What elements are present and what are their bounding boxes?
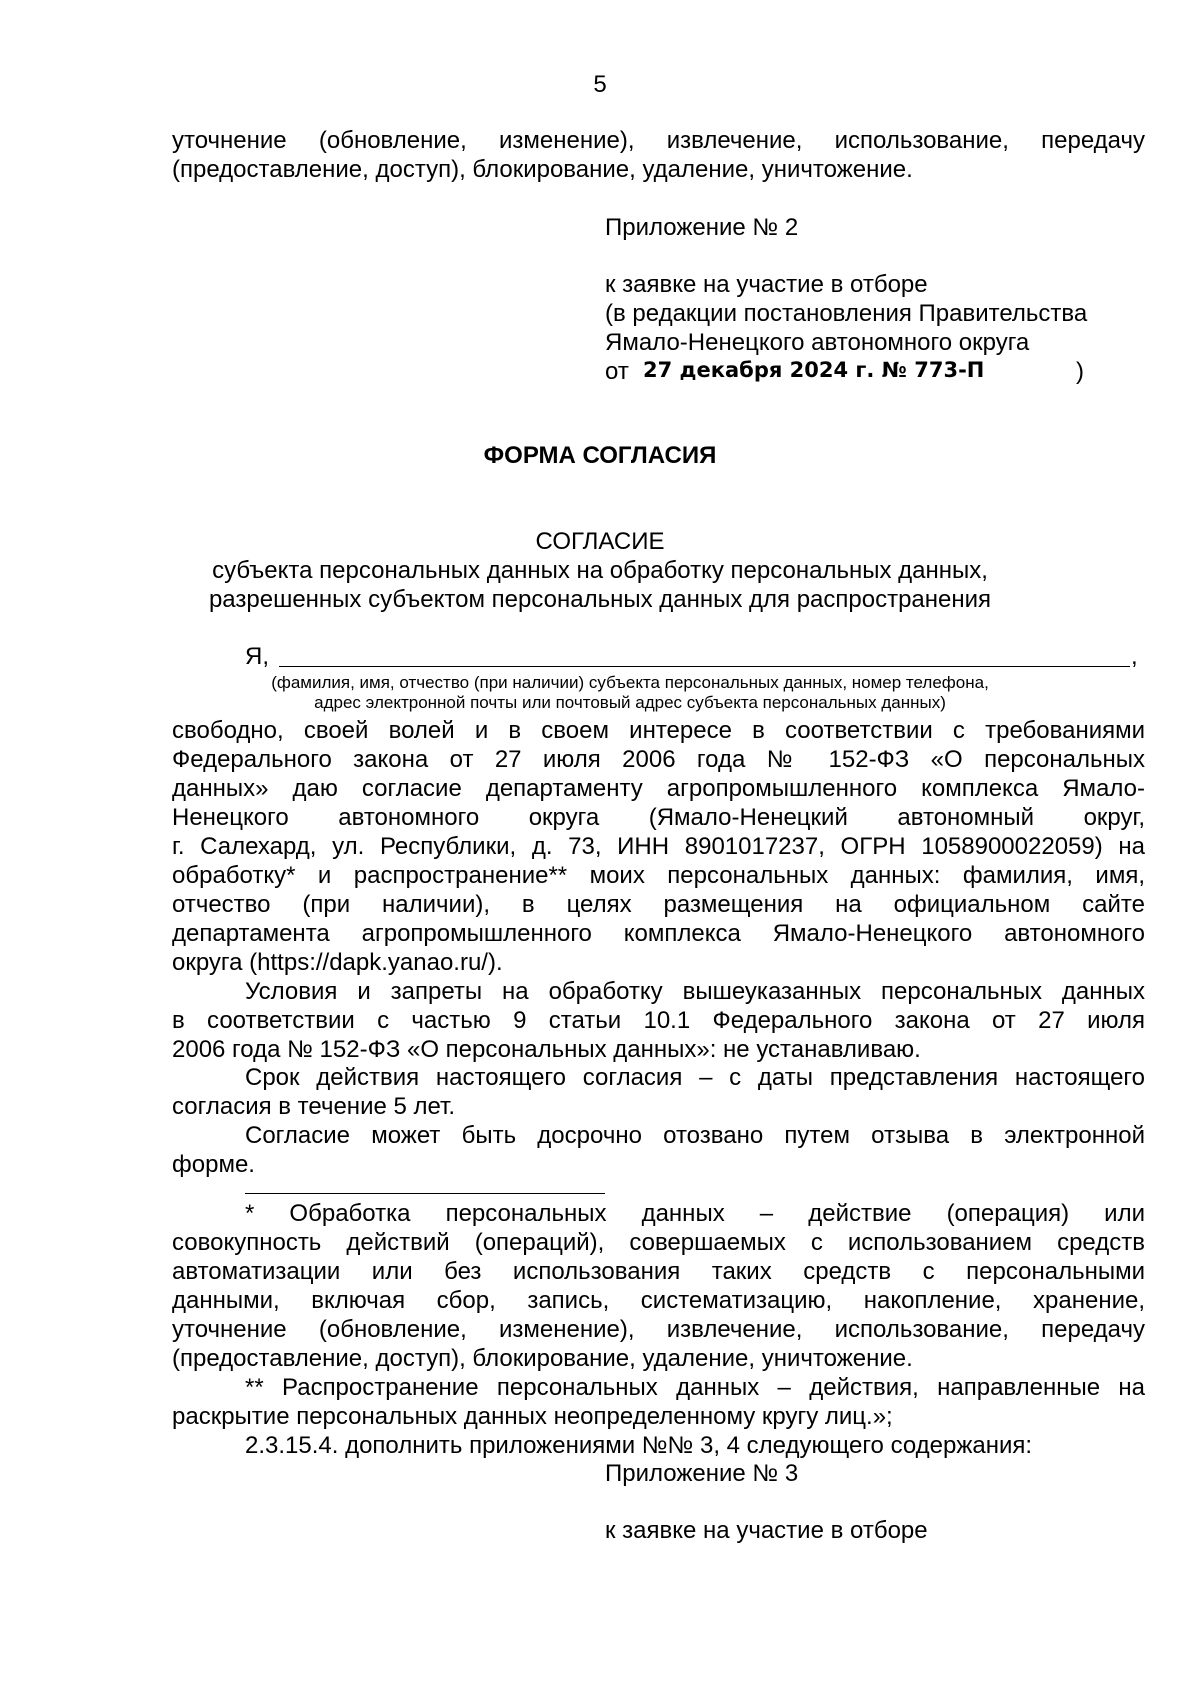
footnote-1-line-6: (предоставление, доступ), блокирование, удаление, уничтожение. bbox=[172, 1345, 913, 1372]
appendix-3-title: Приложение № 3 bbox=[605, 1460, 799, 1487]
ya-comma: , bbox=[1131, 643, 1138, 670]
consent-body-line-7: отчество (при наличии), в целях размещения на официальном сайте bbox=[172, 891, 1145, 918]
form-title: ФОРМА СОГЛАСИЯ bbox=[483, 442, 717, 469]
consent-body-line-3: данных» даю согласие департаменту агропромышленного комплекса Ямало- bbox=[172, 775, 1145, 802]
amendment-text: 2.3.15.4. дополнить приложениями №№ 3, 4 следующего содержания: bbox=[245, 1432, 1033, 1459]
conditions-line-2: в соответствии с частью 9 статьи 10.1 Федерального закона от 27 июля bbox=[172, 1007, 1145, 1034]
page-number: 5 bbox=[593, 71, 607, 98]
footnote-1-line-1: * Обработка персональных данных – действие (операция) или bbox=[245, 1200, 1145, 1227]
footnote-1-line-2: совокупность действий (операций), совершаемых с использованием средств bbox=[172, 1229, 1145, 1256]
ya-label: Я, bbox=[245, 643, 269, 670]
appendix-2-line-1: к заявке на участие в отборе bbox=[605, 271, 928, 298]
appendix-2-from-prefix: от bbox=[605, 358, 629, 385]
appendix-2-line-3: Ямало-Ненецкого автономного округа bbox=[605, 329, 1030, 356]
name-fill-line bbox=[279, 666, 1130, 667]
consent-heading: СОГЛАСИЕ bbox=[535, 528, 665, 555]
consent-subtitle-1: субъекта персональных данных на обработку персональных данных, bbox=[212, 557, 988, 584]
revoke-line-2: форме. bbox=[172, 1151, 255, 1178]
appendix-2-date-stamp: 27 декабря 2024 г. № 773-П bbox=[643, 358, 985, 382]
appendix-3-line-1: к заявке на участие в отборе bbox=[605, 1517, 928, 1544]
consent-subtitle-2: разрешенных субъектом персональных данных для распространения bbox=[208, 586, 992, 613]
name-hint-line-2: адрес электронной почты или почтовый адрес субъекта персональных данных) bbox=[314, 693, 946, 712]
footnote-1-line-4: данными, включая сбор, запись, систематизацию, накопление, хранение, bbox=[172, 1287, 1145, 1314]
consent-body-line-9: округа (https://dapk.yanao.ru/). bbox=[172, 949, 503, 976]
footnote-separator bbox=[245, 1193, 605, 1194]
footnote-2-line-1: ** Распространение персональных данных – действия, направленные на bbox=[245, 1374, 1145, 1401]
term-line-2: согласия в течение 5 лет. bbox=[172, 1093, 456, 1120]
consent-body-line-8: департамента агропромышленного комплекса Ямало-Ненецкого автономного bbox=[172, 920, 1145, 947]
footnote-2-line-2: раскрытие персональных данных неопределенному кругу лиц.»; bbox=[172, 1403, 893, 1430]
consent-body-line-5: г. Салехард, ул. Республики, д. 73, ИНН 8901017237, ОГРН 1058900022059) на bbox=[172, 833, 1145, 860]
conditions-line-1: Условия и запреты на обработку вышеуказанных персональных данных bbox=[245, 978, 1145, 1005]
term-line-1: Срок действия настоящего согласия – с даты представления настоящего bbox=[245, 1064, 1145, 1091]
appendix-2-title: Приложение № 2 bbox=[605, 214, 799, 241]
consent-body-line-1: свободно, своей волей и в своем интересе в соответствии с требованиями bbox=[172, 717, 1145, 744]
consent-body-line-6: обработку* и распространение** моих персональных данных: фамилия, имя, bbox=[172, 862, 1145, 889]
footnote-1-line-5: уточнение (обновление, изменение), извлечение, использование, передачу bbox=[172, 1316, 1145, 1343]
top-text-line-2: (предоставление, доступ), блокирование, удаление, уничтожение. bbox=[172, 156, 913, 183]
appendix-2-close-paren: ) bbox=[1076, 358, 1084, 385]
footnote-1-line-3: автоматизации или без использования таких средств с персональными bbox=[172, 1258, 1145, 1285]
name-hint-line-1: (фамилия, имя, отчество (при наличии) субъекта персональных данных, номер телефона, bbox=[271, 673, 989, 692]
revoke-line-1: Согласие может быть досрочно отозвано путем отзыва в электронной bbox=[245, 1122, 1145, 1149]
consent-body-line-4: Ненецкого автономного округа (Ямало-Ненецкий автономный округ, bbox=[172, 804, 1145, 831]
appendix-2-line-2: (в редакции постановления Правительства bbox=[605, 300, 1088, 327]
consent-body-line-2: Федерального закона от 27 июля 2006 года № 152-ФЗ «О персональных bbox=[172, 746, 1145, 773]
conditions-line-3: 2006 года № 152-ФЗ «О персональных данных»: не устанавливаю. bbox=[172, 1036, 921, 1063]
top-text-line-1: уточнение (обновление, изменение), извлечение, использование, передачу bbox=[172, 127, 1145, 154]
